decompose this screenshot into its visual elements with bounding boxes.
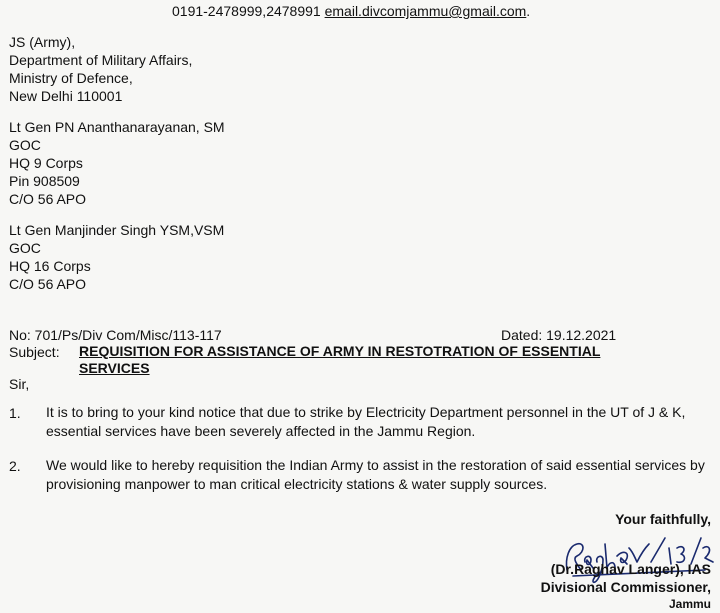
addressee-line: Pin 908509 [9, 173, 80, 189]
addressee-line: Lt Gen PN Ananthanarayanan, SM [9, 119, 225, 135]
paragraph-number-2: 2. [9, 458, 21, 474]
addressee-block-2 [9, 118, 225, 208]
addressee-line: Lt Gen Manjinder Singh YSM,VSM [9, 222, 225, 238]
addressee-line: C/O 56 APO [9, 191, 87, 207]
letterhead-email[interactable]: email.divcomjammu@gmail.com [324, 3, 527, 19]
signature-handwritten-text: Raghav 19/12/2 [695, 577, 710, 579]
signatory-location: Jammu [668, 597, 711, 611]
letterhead-trailing: . [526, 3, 531, 19]
addressee-line: GOC [9, 137, 41, 153]
signatory-designation: Divisional Commissioner, [540, 579, 711, 595]
letter-date: Dated: 19.12.2021 [501, 327, 617, 343]
addressee-line: HQ 16 Corps [9, 258, 91, 274]
closing-line: Your faithfully, [615, 511, 711, 527]
addressee-line: C/O 56 APO [9, 276, 87, 292]
salutation: Sir, [9, 376, 30, 392]
addressee-block-3 [9, 221, 224, 293]
addressee-line: JS (Army), [9, 34, 76, 50]
addressee-block-1 [9, 33, 192, 105]
paragraph-number-1: 1. [9, 405, 21, 421]
subject-line-1: REQUISITION FOR ASSISTANCE OF ARMY IN RESTOTRATION OF ESSENTIAL [79, 343, 601, 359]
subject-line-2: SERVICES [79, 360, 150, 376]
addressee-line: Ministry of Defence, [9, 70, 133, 86]
addressee-line: Department of Military Affairs, [9, 52, 193, 68]
signatory-name: (Dr.Raghav Langer), IAS [550, 561, 711, 577]
paragraph-text-1: It is to bring to your kind notice that due to strike by Electricity Department personnel in the UT of J & K, essential services have been severely affected in the Jammu Region. [46, 404, 686, 439]
subject-text [79, 343, 600, 377]
paragraph-text-2: We would like to hereby requisition the Indian Army to assist in the restoration of said essential services by provisioning manpower to man critical electricity stations & water supply sources. [46, 457, 705, 492]
reference-number: No: 701/Ps/Div Com/Misc/113-117 [9, 327, 222, 343]
addressee-line: HQ 9 Corps [9, 155, 83, 171]
subject-label: Subject: [9, 344, 60, 360]
addressee-line: New Delhi 110001 [9, 88, 123, 104]
addressee-line: GOC [9, 240, 41, 256]
letterhead-phones: 0191-2478999,2478991 [172, 3, 321, 19]
letterhead-contact [172, 2, 530, 20]
